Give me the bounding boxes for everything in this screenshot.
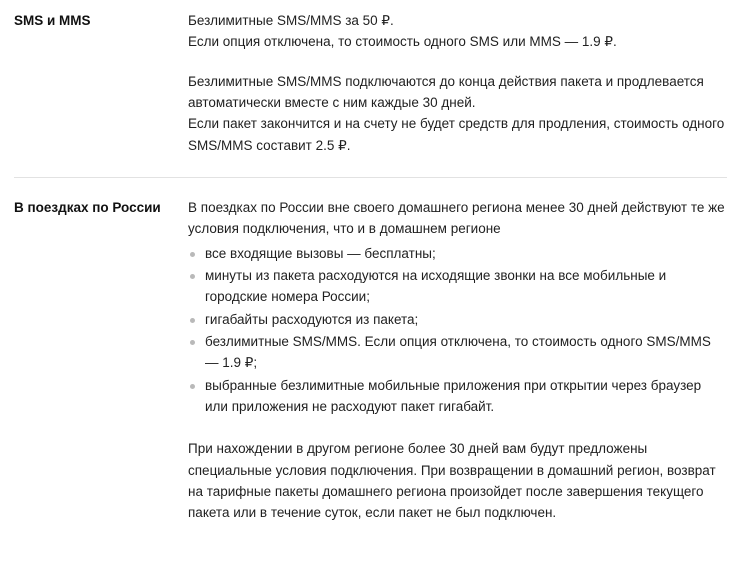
list-item: все входящие вызовы — бесплатны; [188, 243, 727, 264]
section-content-travel-russia [188, 197, 727, 524]
section-divider [14, 177, 727, 178]
paragraph-travel-outro: При нахождении в другом регионе более 30 дней вам будут предложены специальные условия подключения. При возвращении в домашний регион, возврат на тарифные пакеты домашнего региона произойдет после завершения текущего пакета или в течение суток, если пакет не был подключен. [188, 441, 716, 521]
list-item: выбранные безлимитные мобильные приложения при открытии через браузер или приложения не расходуют пакет гигабайт. [188, 375, 727, 418]
section-sms-mms [14, 10, 727, 156]
paragraph-sms-no-funds: Если пакет закончится и на счету не будет средств для продления, стоимость одного SMS/MMS составит 2.5 ₽. [188, 116, 725, 153]
paragraph-spacer [188, 53, 727, 71]
section-title-travel-russia: В поездках по России [14, 199, 161, 215]
paragraph-travel-intro: В поездках по России вне своего домашнего региона менее 30 дней действуют те же условия подключения, что и в домашнем регионе [188, 199, 725, 237]
section-title-sms-mms: SMS и MMS [14, 13, 91, 28]
section-content-sms-mms [188, 10, 727, 156]
list-item: безлимитные SMS/MMS. Если опция отключена, то стоимость одного SMS/MMS — 1.9 ₽; [188, 331, 727, 374]
paragraph-sms-disabled-price: Если опция отключена, то стоимость одного SMS или MMS — 1.9 ₽. [188, 34, 617, 50]
paragraph-spacer [188, 418, 727, 438]
list-item: минуты из пакета расходуются на исходящие звонки на все мобильные и городские номера России; [188, 265, 727, 308]
paragraph-sms-price: Безлимитные SMS/MMS за 50 ₽. [188, 13, 394, 28]
section-travel-russia [14, 197, 727, 524]
travel-conditions-list [188, 243, 727, 418]
list-item: гигабайты расходуются из пакета; [188, 309, 727, 330]
paragraph-sms-renewal: Безлимитные SMS/MMS подключаются до конца действия пакета и продлевается автоматически вместе с ним каждые 30 дней. [188, 73, 704, 110]
